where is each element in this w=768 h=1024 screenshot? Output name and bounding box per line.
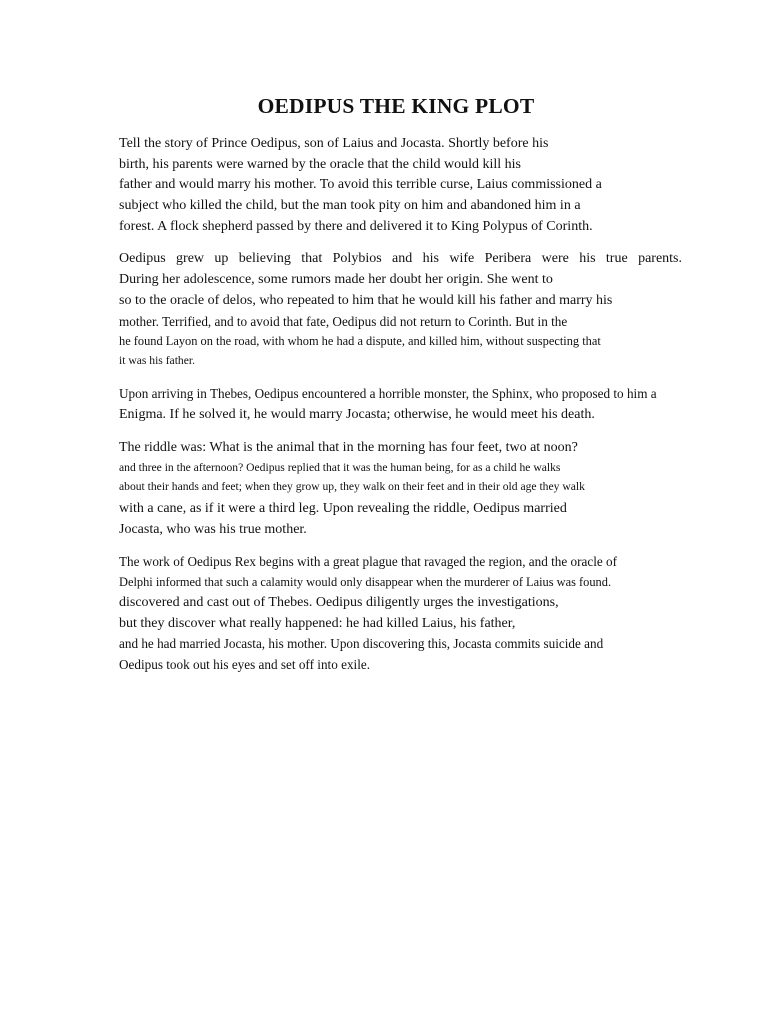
text-line: Oedipus grew up believing that Polybios and his wife Peribera were his true parents. [119, 251, 682, 266]
text-line: and three in the afternoon? Oedipus replied that it was the human being, for as a child he walks [119, 461, 561, 474]
text-line: During her adolescence, some rumors made her doubt her origin. She went to [119, 272, 553, 287]
text-line: Tell the story of Prince Oedipus, son of Laius and Jocasta. Shortly before his [119, 136, 549, 151]
text-line: it was his father. [119, 354, 195, 367]
text-line: Upon arriving in Thebes, Oedipus encountered a horrible monster, the Sphinx, who proposed to him a [119, 386, 657, 401]
text-line: Oedipus took out his eyes and set off into exile. [119, 657, 371, 672]
text-line: and he had married Jocasta, his mother. Upon discovering this, Jocasta commits suicide and [119, 636, 604, 651]
document-title: OEDIPUS THE KING PLOT [257, 94, 535, 118]
text-line: subject who killed the child, but the man took pity on him and abandoned him in a [119, 198, 581, 213]
text-line: with a cane, as if it were a third leg. Upon revealing the riddle, Oedipus married [119, 501, 567, 516]
text-line: about their hands and feet; when they grow up, they walk on their feet and in their old age they walk [119, 480, 585, 493]
text-line: discovered and cast out of Thebes. Oedipus diligently urges the investigations, [119, 595, 559, 610]
text-line: he found Layon on the road, with whom he had a dispute, and killed him, without suspecting that [119, 334, 601, 348]
text-line: Delphi informed that such a calamity would only disappear when the murderer of Laius was found. [119, 575, 612, 589]
text-line: The riddle was: What is the animal that in the morning has four feet, two at noon? [119, 440, 578, 455]
text-line: so to the oracle of delos, who repeated to him that he would kill his father and marry his [119, 293, 613, 308]
text-line: The work of Oedipus Rex begins with a great plague that ravaged the region, and the oracle of [119, 554, 618, 569]
text-line: Jocasta, who was his true mother. [119, 522, 307, 537]
text-line: mother. Terrified, and to avoid that fate, Oedipus did not return to Corinth. But in the [119, 314, 568, 329]
text-line: forest. A flock shepherd passed by there and delivered it to King Polypus of Corinth. [119, 219, 593, 234]
text-line: father and would marry his mother. To avoid this terrible curse, Laius commissioned a [119, 177, 602, 192]
text-line: Enigma. If he solved it, he would marry Jocasta; otherwise, he would meet his death. [119, 407, 595, 422]
text-line: but they discover what really happened: he had killed Laius, his father, [119, 616, 516, 631]
text-line: birth, his parents were warned by the oracle that the child would kill his [119, 157, 522, 172]
